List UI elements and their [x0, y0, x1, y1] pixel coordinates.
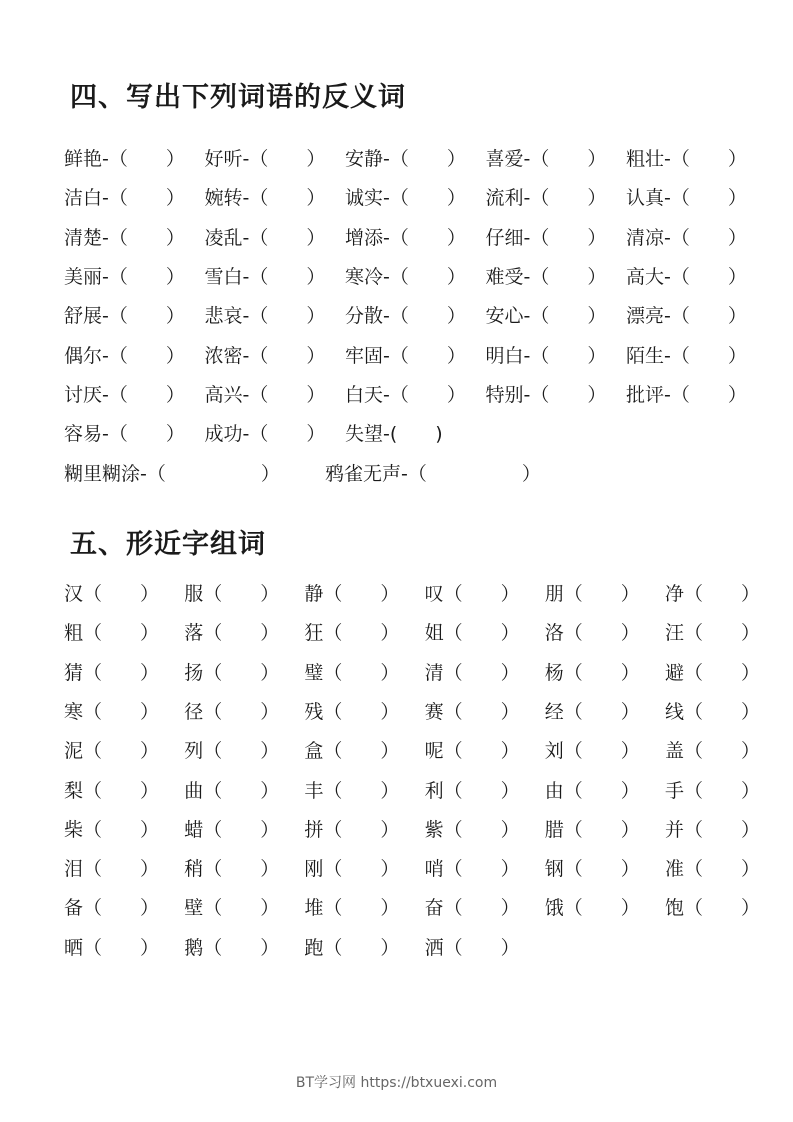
exercise-item[interactable]: 猜（ ） — [64, 661, 160, 684]
exercise-item[interactable]: 盒（ ） — [304, 740, 400, 763]
exercise-row — [0, 811, 793, 850]
exercise-item[interactable]: 难受-（ ） — [485, 265, 607, 288]
exercise-item[interactable]: 壁（ ） — [184, 897, 280, 920]
exercise-item[interactable]: 紫（ ） — [424, 818, 520, 841]
exercise-item[interactable]: 喜爱-（ ） — [485, 148, 607, 170]
exercise-item[interactable]: 清凉-（ ） — [626, 226, 747, 249]
exercise-item[interactable]: 白天-（ ） — [345, 383, 466, 406]
exercise-item[interactable]: 舒展-（ ） — [64, 305, 185, 328]
exercise-item[interactable]: 柴（ ） — [64, 818, 160, 841]
exercise-item[interactable]: 泥（ ） — [64, 740, 160, 763]
exercise-item[interactable]: 鲜艳-（ ） — [64, 148, 185, 170]
exercise-item[interactable]: 认真-（ ） — [626, 187, 747, 210]
exercise-item[interactable]: 泪（ ） — [64, 858, 160, 881]
exercise-row — [0, 415, 793, 454]
exercise-item[interactable]: 牢固-（ ） — [345, 344, 466, 367]
exercise-item[interactable]: 杨（ ） — [544, 661, 640, 684]
exercise-item[interactable]: 美丽-（ ） — [64, 265, 185, 288]
exercise-item[interactable]: 鸦雀无声-（ ） — [325, 463, 541, 485]
section-5-title: 五、形近字组词 — [70, 529, 266, 560]
exercise-item[interactable]: 成功-（ ） — [204, 423, 326, 446]
exercise-item[interactable]: 雪白-（ ） — [204, 265, 326, 288]
exercise-row — [0, 575, 793, 614]
section-4-title: 四、写出下列词语的反义词 — [70, 82, 406, 113]
exercise-item[interactable]: 列（ ） — [184, 740, 280, 763]
exercise-item[interactable]: 容易-（ ） — [64, 423, 185, 446]
exercise-item[interactable]: 线（ ） — [665, 700, 761, 723]
exercise-item[interactable]: 诚实-（ ） — [345, 187, 466, 210]
exercise-item[interactable]: 钢（ ） — [544, 858, 640, 881]
exercise-item[interactable]: 高兴-（ ） — [204, 383, 326, 406]
exercise-item[interactable]: 盖（ ） — [665, 740, 761, 763]
exercise-item[interactable]: 高大-（ ） — [626, 265, 747, 288]
exercise-item[interactable]: 哨（ ） — [424, 858, 520, 881]
exercise-item[interactable]: 服（ ） — [184, 583, 280, 605]
exercise-item[interactable]: 梨（ ） — [64, 779, 160, 802]
exercise-item[interactable]: 汉（ ） — [64, 583, 160, 605]
exercise-item[interactable]: 拼（ ） — [304, 818, 400, 841]
exercise-item[interactable]: 奋（ ） — [424, 897, 520, 920]
exercise-item[interactable]: 姐（ ） — [424, 622, 520, 645]
exercise-row — [0, 654, 793, 693]
exercise-item[interactable]: 曲（ ） — [184, 779, 280, 802]
exercise-item[interactable]: 稍（ ） — [184, 858, 280, 881]
exercise-item[interactable]: 鹅（ ） — [184, 936, 280, 959]
exercise-row — [0, 614, 793, 653]
exercise-row — [0, 376, 793, 415]
exercise-row — [0, 889, 793, 928]
exercise-item[interactable]: 糊里糊涂-（ ） — [64, 463, 280, 485]
exercise-row — [0, 732, 793, 771]
exercise-item[interactable]: 呢（ ） — [424, 740, 520, 763]
exercise-item[interactable]: 堆（ ） — [304, 897, 400, 920]
exercise-item[interactable]: 刘（ ） — [544, 740, 640, 763]
exercise-item[interactable]: 经（ ） — [544, 700, 640, 723]
exercise-item[interactable]: 丰（ ） — [304, 779, 400, 802]
exercise-item[interactable]: 径（ ） — [184, 700, 280, 723]
exercise-item[interactable]: 并（ ） — [665, 818, 761, 841]
exercise-row — [0, 772, 793, 811]
exercise-item[interactable]: 洁白-（ ） — [64, 187, 185, 210]
exercise-item[interactable]: 凌乱-（ ） — [204, 226, 326, 249]
exercise-item[interactable]: 避（ ） — [665, 661, 761, 684]
exercise-item[interactable]: 婉转-（ ） — [204, 187, 326, 210]
exercise-item[interactable]: 准（ ） — [665, 858, 761, 881]
exercise-item[interactable]: 粗壮-（ ） — [626, 148, 747, 170]
exercise-item[interactable]: 洛（ ） — [544, 622, 640, 645]
exercise-row — [0, 455, 793, 494]
exercise-row — [0, 693, 793, 732]
exercise-item[interactable]: 残（ ） — [304, 700, 400, 723]
exercise-item[interactable]: 清楚-（ ） — [64, 226, 185, 249]
exercise-item[interactable]: 洒（ ） — [424, 936, 520, 959]
exercise-row — [0, 140, 793, 179]
exercise-item[interactable]: 晒（ ） — [64, 936, 160, 959]
exercise-item[interactable]: 悲哀-（ ） — [204, 305, 326, 328]
exercise-item[interactable]: 腊（ ） — [544, 818, 640, 841]
exercise-item[interactable]: 手（ ） — [665, 779, 761, 802]
exercise-row — [0, 258, 793, 297]
exercise-item[interactable]: 备（ ） — [64, 897, 160, 920]
exercise-item[interactable]: 粗（ ） — [64, 622, 160, 645]
exercise-item[interactable]: 漂亮-（ ） — [626, 305, 747, 328]
exercise-row — [0, 297, 793, 336]
exercise-item[interactable]: 赛（ ） — [424, 700, 520, 723]
exercise-item[interactable]: 批评-（ ） — [626, 383, 747, 406]
exercise-item[interactable]: 由（ ） — [544, 779, 640, 802]
exercise-item[interactable]: 净（ ） — [665, 583, 761, 605]
exercise-item[interactable]: 狂（ ） — [304, 622, 400, 645]
exercise-item[interactable]: 浓密-（ ） — [204, 344, 326, 367]
exercise-item[interactable]: 寒冷-（ ） — [345, 265, 466, 288]
exercise-item[interactable]: 叹（ ） — [424, 583, 520, 605]
exercise-row — [0, 179, 793, 218]
exercise-item[interactable]: 偶尔-（ ） — [64, 344, 185, 367]
exercise-item[interactable]: 刚（ ） — [304, 858, 400, 881]
exercise-item[interactable]: 落（ ） — [184, 622, 280, 645]
exercise-item[interactable]: 饱（ ） — [665, 897, 761, 920]
exercise-item[interactable]: 明白-（ ） — [485, 344, 607, 367]
exercise-row — [0, 929, 793, 968]
exercise-item[interactable]: 扬（ ） — [184, 661, 280, 684]
exercise-item[interactable]: 璧（ ） — [304, 661, 400, 684]
exercise-item[interactable]: 分散-（ ） — [345, 305, 466, 328]
exercise-item[interactable]: 饿（ ） — [544, 897, 640, 920]
exercise-item[interactable]: 陌生-（ ） — [626, 344, 747, 367]
exercise-row — [0, 219, 793, 258]
exercise-item[interactable]: 安心-（ ） — [485, 305, 607, 328]
exercise-item[interactable]: 仔细-（ ） — [485, 226, 607, 249]
exercise-item[interactable]: 讨厌-（ ） — [64, 383, 185, 406]
exercise-item[interactable]: 朋（ ） — [544, 583, 640, 605]
exercise-item[interactable]: 安静-（ ） — [345, 148, 466, 170]
exercise-item[interactable]: 汪（ ） — [665, 622, 761, 645]
exercise-item[interactable]: 利（ ） — [424, 779, 520, 802]
exercise-item[interactable]: 跑（ ） — [304, 936, 400, 959]
exercise-row — [0, 337, 793, 376]
exercise-item[interactable]: 增添-（ ） — [345, 226, 466, 249]
exercise-item[interactable]: 寒（ ） — [64, 700, 160, 723]
exercise-item[interactable]: 好听-（ ） — [204, 148, 326, 170]
footer-watermark: BT学习网 https://btxuexi.com — [295, 1075, 498, 1091]
exercise-item[interactable]: 清（ ） — [424, 661, 520, 684]
exercise-item[interactable]: 特别-（ ） — [485, 383, 607, 406]
exercise-item[interactable]: 蜡（ ） — [184, 818, 280, 841]
exercise-item[interactable]: 失望-( ) — [345, 423, 443, 446]
exercise-item[interactable]: 静（ ） — [304, 583, 400, 605]
exercise-item[interactable]: 流利-（ ） — [485, 187, 607, 210]
exercise-row — [0, 850, 793, 889]
